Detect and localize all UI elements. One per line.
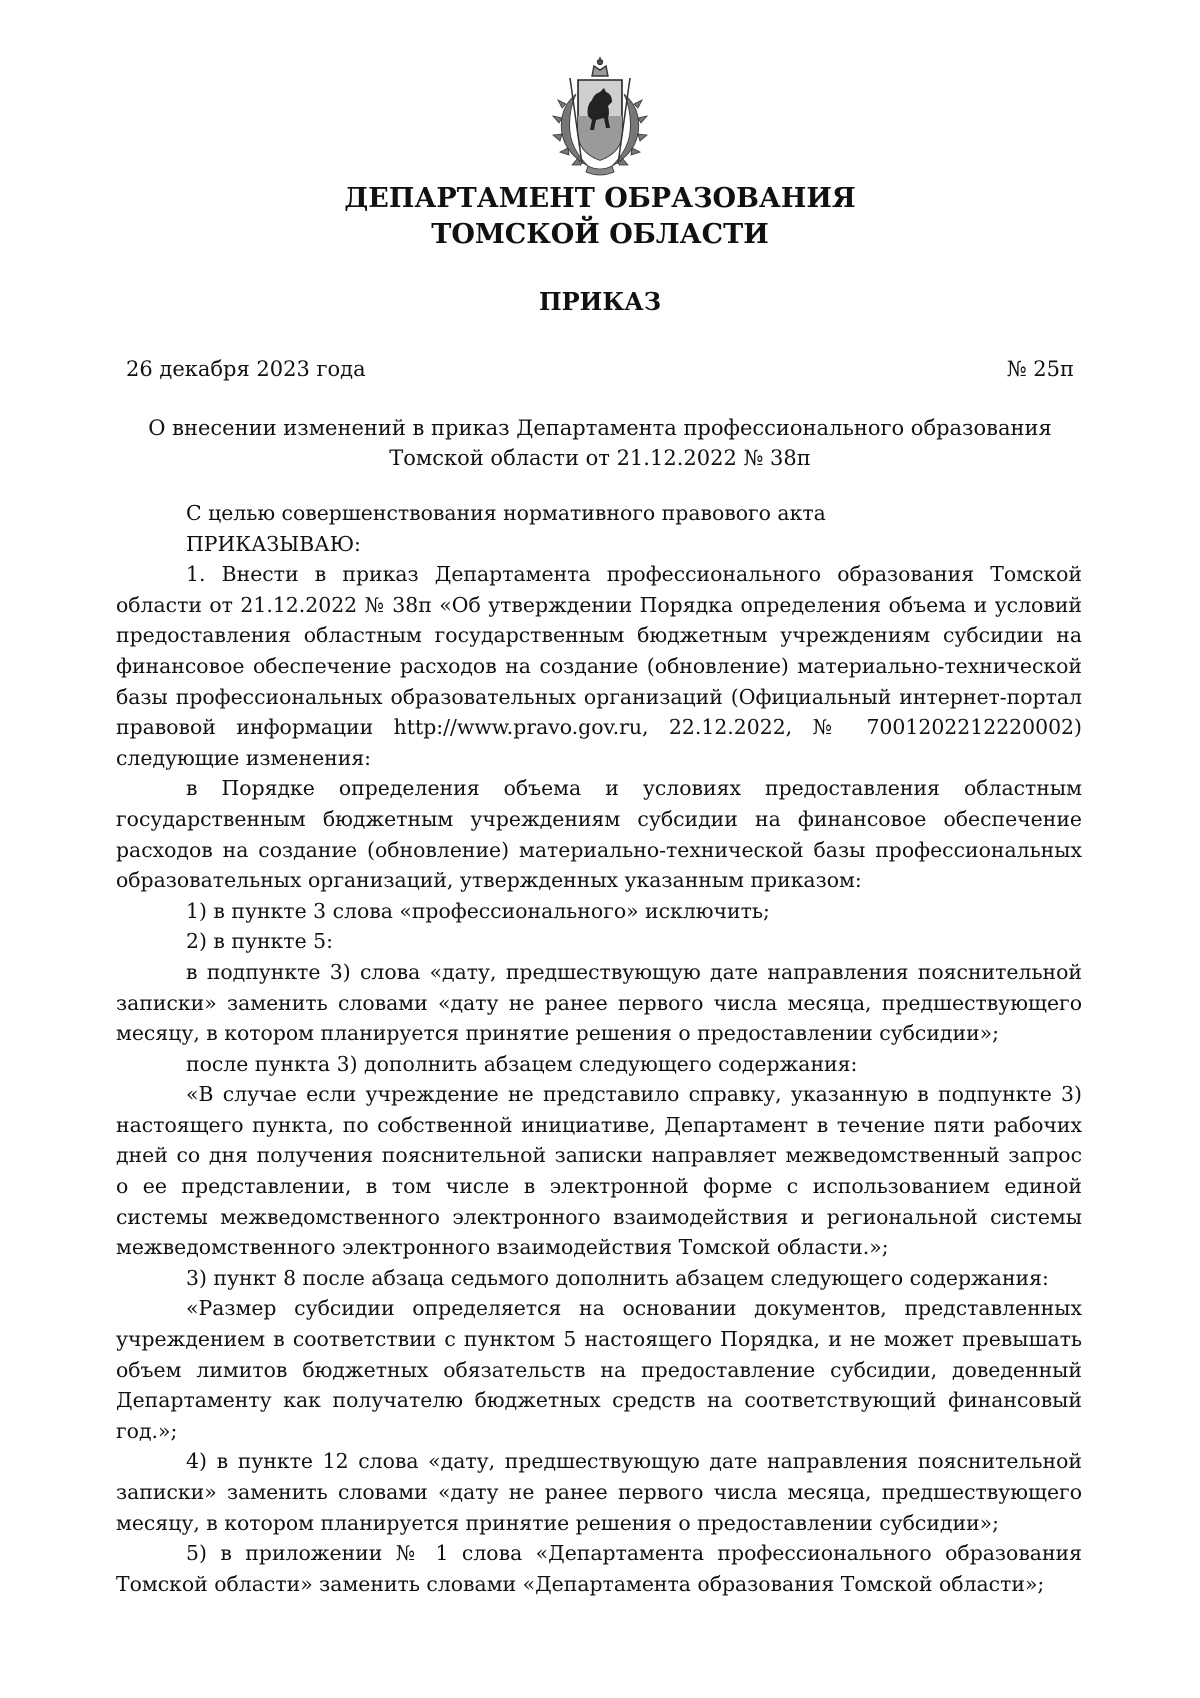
document-date: 26 декабря 2023 года: [126, 357, 366, 381]
body-paragraph: 4) в пункте 12 слова «дату, предшествующую дате направления пояснительной записки» заменить словами «дату не ранее первого числа месяца, предшествующего месяцу, в котором планируется принятие решения о предоставлении субсидии»;: [116, 1449, 1082, 1535]
body-paragraph: в Порядке определения объема и условиях предоставления областным государственным бюджетным учреждениям субсидии на финансовое обеспечение расходов на создание (обновление) материально-технической базы профессиональных образовательных организаций, утвержденных указанным приказом:: [116, 776, 1082, 893]
department-name-line-1: ДЕПАРТАМЕНТ ОБРАЗОВАНИЯ: [344, 183, 856, 214]
document-meta-row: [126, 354, 1074, 384]
body-paragraph: после пункта 3) дополнить абзацем следующего содержания:: [186, 1051, 858, 1076]
document-body: [116, 498, 1082, 1599]
body-paragraph: в подпункте 3) слова «дату, предшествующую дате направления пояснительной записки» заменить словами «дату не ранее первого числа месяца, предшествующего месяцу, в котором планируется принятие решения о предоставлении субсидии»;: [116, 959, 1082, 1046]
body-paragraph: 3) пункт 8 после абзаца седьмого дополнить абзацем следующего содержания:: [186, 1265, 1049, 1290]
document-number: № 25п: [1006, 357, 1074, 381]
document-type-heading: ПРИКАЗ: [538, 287, 662, 316]
body-paragraph: 2) в пункте 5:: [186, 929, 333, 954]
body-paragraph: 1) в пункте 3 слова «профессионального» исключить;: [186, 898, 770, 923]
document-title: О внесении изменений в приказ Департамента профессионального образования Томской области от 21.12.2022 № 38п: [148, 416, 1052, 470]
body-paragraph: «Размер субсидии определяется на основании документов, представленных учреждением в соответствии с пунктом 5 настоящего Порядка, и не может превышать объем лимитов бюджетных обязательств на предоставление субсидии, доведенный Департаменту как получателю бюджетных средств на соответствующий финансовый год.»;: [116, 1296, 1082, 1443]
body-paragraph: 1. Внести в приказ Департамента профессионального образования Томской области от 21.12.2022 № 38п «Об утверждении Порядка определения объема и условий предоставления областным государственным бюджетным учреждениям субсидии на финансовое обеспечение расходов на создание (обновление) материально-технической базы профессиональных образовательных организаций (Официальный интернет-портал правовой информации http://www.pravo.gov.ru, 22.12.2022, № 7001202212220002) следующие изменения:: [116, 562, 1082, 770]
body-paragraph: 5) в приложении № 1 слова «Департамента профессионального образования Томской области» заменить словами «Департамента образования Томской области»;: [116, 1541, 1082, 1596]
coat-of-arms-icon: [548, 54, 652, 178]
body-paragraph: С целью совершенствования нормативного правового акта: [186, 501, 826, 525]
body-paragraph: ПРИКАЗЫВАЮ:: [186, 531, 361, 556]
department-name-line-2: ТОМСКОЙ ОБЛАСТИ: [431, 219, 769, 250]
body-paragraph: «В случае если учреждение не представило справку, указанную в подпункте 3) настоящего пункта, по собственной инициативе, Департамент в течение пяти рабочих дней со дня получения пояснительной записки направляет межведомственный запрос о ее представлении, в том числе в электронной форме с использованием единой системы межведомственного электронного взаимодействия и региональной системы межведомственного электронного взаимодействия Томской области.»;: [116, 1082, 1082, 1260]
